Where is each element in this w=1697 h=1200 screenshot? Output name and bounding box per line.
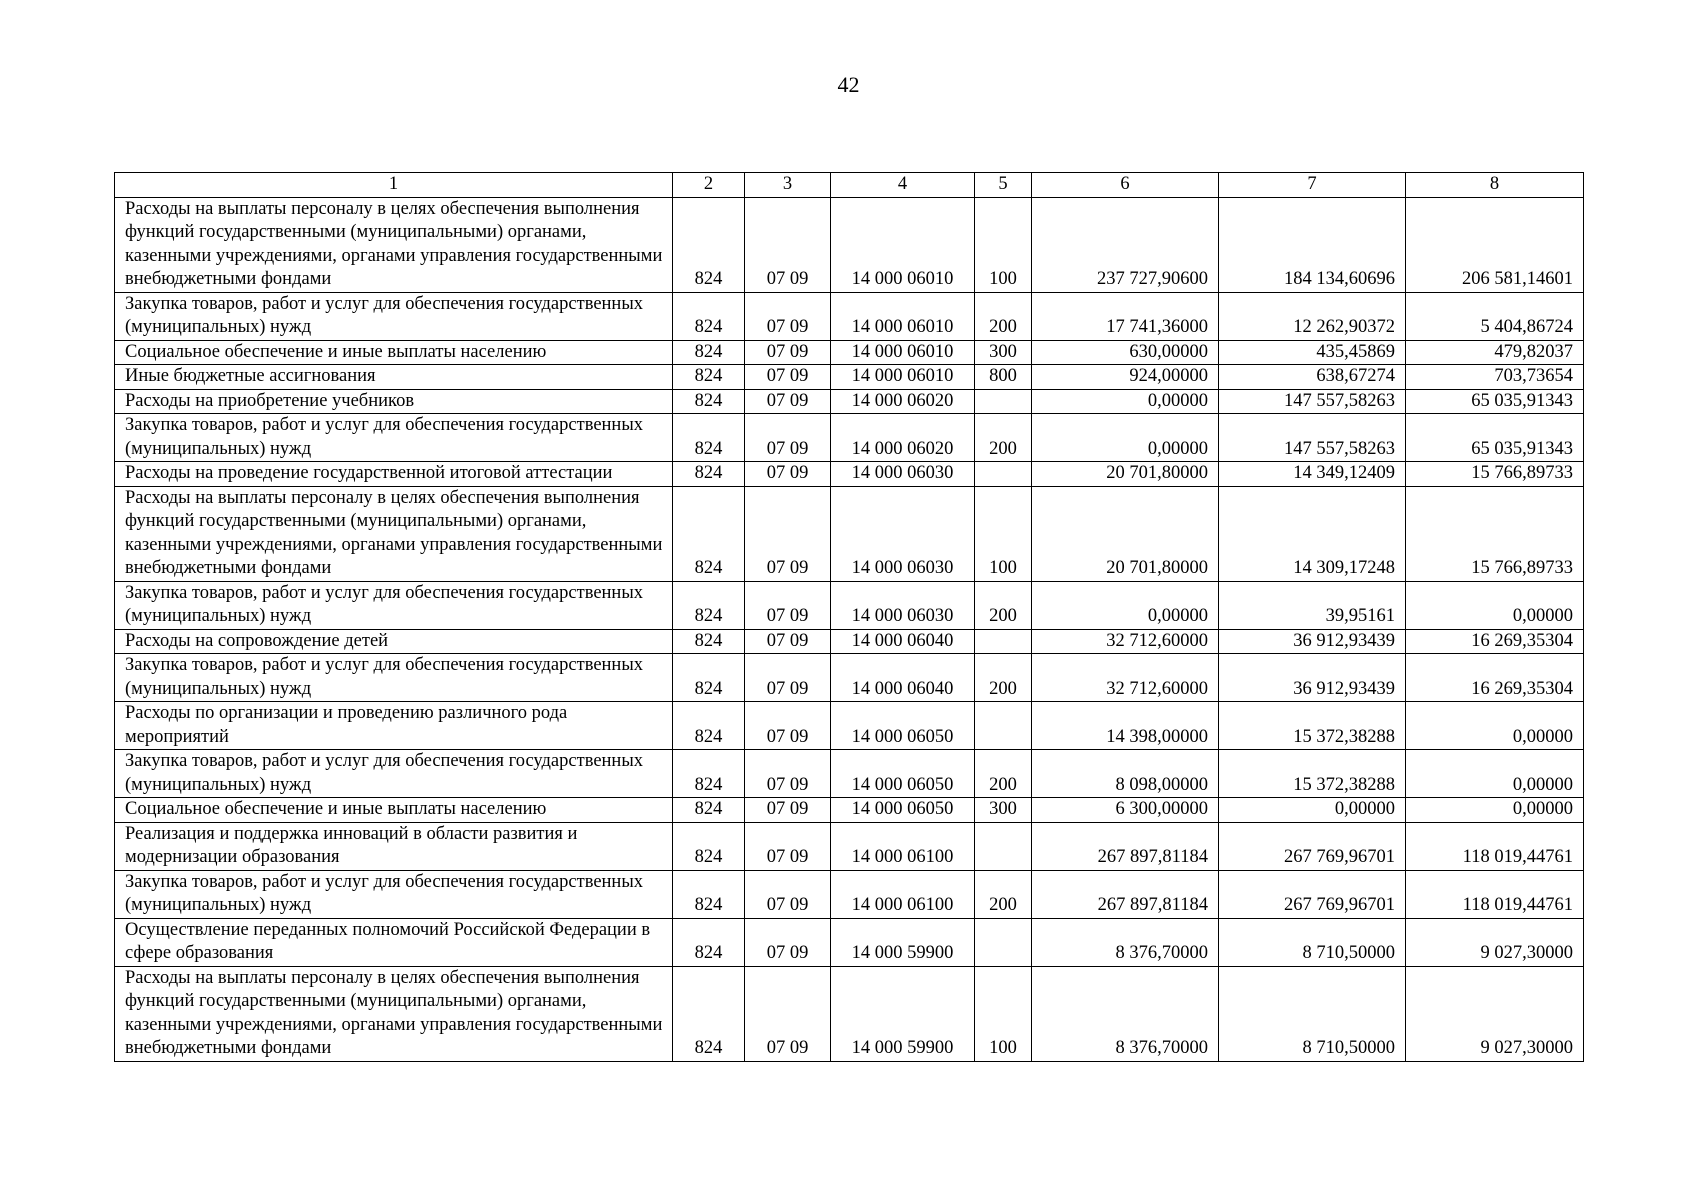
table-row <box>115 197 1584 292</box>
row-amount-3-cell: 16 269,35304 <box>1406 654 1584 702</box>
row-amount-3-cell: 16 269,35304 <box>1406 629 1584 654</box>
row-name-cell: Реализация и поддержка инноваций в области развития и модернизации образования <box>115 822 673 870</box>
row-amount-2-cell: 147 557,58263 <box>1219 414 1406 462</box>
row-target-article-cell: 14 000 06010 <box>831 197 975 292</box>
row-section-cell: 07 09 <box>745 702 831 750</box>
table-row <box>115 654 1584 702</box>
row-expense-type-cell <box>975 462 1032 487</box>
row-section-cell: 07 09 <box>745 486 831 581</box>
row-target-article-cell: 14 000 06010 <box>831 365 975 390</box>
row-amount-1-cell: 20 701,80000 <box>1032 486 1219 581</box>
row-target-article-cell: 14 000 06050 <box>831 702 975 750</box>
row-target-article-cell: 14 000 06040 <box>831 654 975 702</box>
row-target-article-cell: 14 000 06050 <box>831 798 975 823</box>
row-amount-3-cell: 5 404,86724 <box>1406 292 1584 340</box>
row-name-cell: Закупка товаров, работ и услуг для обеспечения государственных (муниципальных) нужд <box>115 750 673 798</box>
header-cell-2: 2 <box>673 173 745 198</box>
row-amount-3-cell: 0,00000 <box>1406 581 1584 629</box>
row-ved-cell: 824 <box>673 486 745 581</box>
row-amount-3-cell: 15 766,89733 <box>1406 462 1584 487</box>
row-ved-cell: 824 <box>673 365 745 390</box>
row-name-cell: Социальное обеспечение и иные выплаты населению <box>115 340 673 365</box>
row-ved-cell: 824 <box>673 197 745 292</box>
row-amount-1-cell: 6 300,00000 <box>1032 798 1219 823</box>
row-expense-type-cell <box>975 822 1032 870</box>
row-target-article-cell: 14 000 06100 <box>831 822 975 870</box>
row-amount-2-cell: 15 372,38288 <box>1219 750 1406 798</box>
row-name-cell: Расходы по организации и проведению различного рода мероприятий <box>115 702 673 750</box>
row-amount-3-cell: 65 035,91343 <box>1406 389 1584 414</box>
row-target-article-cell: 14 000 06020 <box>831 414 975 462</box>
row-name-cell: Закупка товаров, работ и услуг для обеспечения государственных (муниципальных) нужд <box>115 414 673 462</box>
row-amount-1-cell: 0,00000 <box>1032 414 1219 462</box>
table-header-row <box>115 173 1584 198</box>
row-name-cell: Расходы на сопровождение детей <box>115 629 673 654</box>
row-ved-cell: 824 <box>673 629 745 654</box>
row-amount-2-cell: 14 309,17248 <box>1219 486 1406 581</box>
row-ved-cell: 824 <box>673 340 745 365</box>
budget-table <box>114 172 1584 1062</box>
table-row <box>115 462 1584 487</box>
table-row <box>115 822 1584 870</box>
row-section-cell: 07 09 <box>745 462 831 487</box>
row-amount-2-cell: 184 134,60696 <box>1219 197 1406 292</box>
row-ved-cell: 824 <box>673 966 745 1061</box>
row-amount-3-cell: 65 035,91343 <box>1406 414 1584 462</box>
row-target-article-cell: 14 000 59900 <box>831 966 975 1061</box>
row-amount-1-cell: 924,00000 <box>1032 365 1219 390</box>
table-row <box>115 918 1584 966</box>
row-ved-cell: 824 <box>673 798 745 823</box>
row-name-cell: Расходы на выплаты персоналу в целях обеспечения выполнения функций государственными (муниципальными) органами, казенными учреждениями, органами управления государственными внебюджетными фондами <box>115 966 673 1061</box>
row-target-article-cell: 14 000 06050 <box>831 750 975 798</box>
row-section-cell: 07 09 <box>745 966 831 1061</box>
row-amount-3-cell: 0,00000 <box>1406 798 1584 823</box>
row-amount-1-cell: 8 376,70000 <box>1032 966 1219 1061</box>
row-expense-type-cell: 300 <box>975 798 1032 823</box>
row-amount-1-cell: 14 398,00000 <box>1032 702 1219 750</box>
row-amount-1-cell: 32 712,60000 <box>1032 654 1219 702</box>
row-name-cell: Закупка товаров, работ и услуг для обеспечения государственных (муниципальных) нужд <box>115 292 673 340</box>
row-name-cell: Иные бюджетные ассигнования <box>115 365 673 390</box>
row-amount-1-cell: 237 727,90600 <box>1032 197 1219 292</box>
row-target-article-cell: 14 000 06100 <box>831 870 975 918</box>
row-ved-cell: 824 <box>673 462 745 487</box>
row-expense-type-cell: 200 <box>975 414 1032 462</box>
row-amount-2-cell: 39,95161 <box>1219 581 1406 629</box>
row-amount-1-cell: 267 897,81184 <box>1032 822 1219 870</box>
header-cell-6: 6 <box>1032 173 1219 198</box>
row-amount-1-cell: 20 701,80000 <box>1032 462 1219 487</box>
row-target-article-cell: 14 000 06030 <box>831 581 975 629</box>
row-target-article-cell: 14 000 06030 <box>831 462 975 487</box>
row-expense-type-cell: 100 <box>975 197 1032 292</box>
row-ved-cell: 824 <box>673 414 745 462</box>
row-amount-3-cell: 9 027,30000 <box>1406 966 1584 1061</box>
row-amount-1-cell: 0,00000 <box>1032 389 1219 414</box>
row-amount-3-cell: 9 027,30000 <box>1406 918 1584 966</box>
table-row <box>115 702 1584 750</box>
row-section-cell: 07 09 <box>745 389 831 414</box>
row-expense-type-cell <box>975 702 1032 750</box>
row-amount-3-cell: 118 019,44761 <box>1406 822 1584 870</box>
row-section-cell: 07 09 <box>745 822 831 870</box>
row-expense-type-cell <box>975 389 1032 414</box>
table-row <box>115 365 1584 390</box>
row-ved-cell: 824 <box>673 581 745 629</box>
row-amount-2-cell: 638,67274 <box>1219 365 1406 390</box>
row-expense-type-cell <box>975 918 1032 966</box>
row-amount-3-cell: 15 766,89733 <box>1406 486 1584 581</box>
row-expense-type-cell: 300 <box>975 340 1032 365</box>
row-amount-2-cell: 0,00000 <box>1219 798 1406 823</box>
row-name-cell: Закупка товаров, работ и услуг для обеспечения государственных (муниципальных) нужд <box>115 654 673 702</box>
row-ved-cell: 824 <box>673 750 745 798</box>
row-amount-3-cell: 0,00000 <box>1406 750 1584 798</box>
row-name-cell: Осуществление переданных полномочий Российской Федерации в сфере образования <box>115 918 673 966</box>
row-expense-type-cell: 200 <box>975 654 1032 702</box>
row-amount-2-cell: 36 912,93439 <box>1219 654 1406 702</box>
header-cell-7: 7 <box>1219 173 1406 198</box>
row-amount-1-cell: 267 897,81184 <box>1032 870 1219 918</box>
row-amount-1-cell: 630,00000 <box>1032 340 1219 365</box>
row-expense-type-cell <box>975 629 1032 654</box>
table-row <box>115 750 1584 798</box>
row-section-cell: 07 09 <box>745 750 831 798</box>
row-amount-3-cell: 703,73654 <box>1406 365 1584 390</box>
row-name-cell: Социальное обеспечение и иные выплаты населению <box>115 798 673 823</box>
row-amount-2-cell: 435,45869 <box>1219 340 1406 365</box>
row-amount-2-cell: 8 710,50000 <box>1219 918 1406 966</box>
header-cell-1: 1 <box>115 173 673 198</box>
header-cell-8: 8 <box>1406 173 1584 198</box>
header-cell-3: 3 <box>745 173 831 198</box>
row-amount-2-cell: 36 912,93439 <box>1219 629 1406 654</box>
row-section-cell: 07 09 <box>745 414 831 462</box>
row-section-cell: 07 09 <box>745 581 831 629</box>
table-row <box>115 966 1584 1061</box>
row-amount-2-cell: 267 769,96701 <box>1219 870 1406 918</box>
row-expense-type-cell: 100 <box>975 966 1032 1061</box>
row-name-cell: Расходы на приобретение учебников <box>115 389 673 414</box>
header-cell-4: 4 <box>831 173 975 198</box>
row-amount-3-cell: 479,82037 <box>1406 340 1584 365</box>
row-amount-1-cell: 0,00000 <box>1032 581 1219 629</box>
row-name-cell: Закупка товаров, работ и услуг для обеспечения государственных (муниципальных) нужд <box>115 581 673 629</box>
row-section-cell: 07 09 <box>745 918 831 966</box>
row-amount-2-cell: 15 372,38288 <box>1219 702 1406 750</box>
row-amount-1-cell: 32 712,60000 <box>1032 629 1219 654</box>
row-name-cell: Закупка товаров, работ и услуг для обеспечения государственных (муниципальных) нужд <box>115 870 673 918</box>
row-expense-type-cell: 200 <box>975 750 1032 798</box>
row-amount-1-cell: 17 741,36000 <box>1032 292 1219 340</box>
row-target-article-cell: 14 000 59900 <box>831 918 975 966</box>
row-expense-type-cell: 200 <box>975 292 1032 340</box>
row-ved-cell: 824 <box>673 918 745 966</box>
row-ved-cell: 824 <box>673 822 745 870</box>
row-name-cell: Расходы на выплаты персоналу в целях обеспечения выполнения функций государственными (муниципальными) органами, казенными учреждениями, органами управления государственными внебюджетными фондами <box>115 197 673 292</box>
header-cell-5: 5 <box>975 173 1032 198</box>
table-row <box>115 798 1584 823</box>
row-section-cell: 07 09 <box>745 798 831 823</box>
row-section-cell: 07 09 <box>745 870 831 918</box>
row-name-cell: Расходы на проведение государственной итоговой аттестации <box>115 462 673 487</box>
row-amount-2-cell: 267 769,96701 <box>1219 822 1406 870</box>
row-ved-cell: 824 <box>673 702 745 750</box>
row-section-cell: 07 09 <box>745 340 831 365</box>
row-amount-3-cell: 206 581,14601 <box>1406 197 1584 292</box>
row-ved-cell: 824 <box>673 654 745 702</box>
table-row <box>115 414 1584 462</box>
row-target-article-cell: 14 000 06020 <box>831 389 975 414</box>
table-row <box>115 340 1584 365</box>
row-section-cell: 07 09 <box>745 365 831 390</box>
row-target-article-cell: 14 000 06040 <box>831 629 975 654</box>
row-amount-2-cell: 147 557,58263 <box>1219 389 1406 414</box>
row-expense-type-cell: 800 <box>975 365 1032 390</box>
row-ved-cell: 824 <box>673 389 745 414</box>
table-row <box>115 629 1584 654</box>
row-section-cell: 07 09 <box>745 654 831 702</box>
row-amount-3-cell: 0,00000 <box>1406 702 1584 750</box>
row-amount-1-cell: 8 376,70000 <box>1032 918 1219 966</box>
row-target-article-cell: 14 000 06010 <box>831 292 975 340</box>
row-expense-type-cell: 200 <box>975 870 1032 918</box>
row-amount-2-cell: 8 710,50000 <box>1219 966 1406 1061</box>
row-amount-3-cell: 118 019,44761 <box>1406 870 1584 918</box>
row-ved-cell: 824 <box>673 292 745 340</box>
row-amount-2-cell: 14 349,12409 <box>1219 462 1406 487</box>
table-row <box>115 870 1584 918</box>
row-section-cell: 07 09 <box>745 292 831 340</box>
row-target-article-cell: 14 000 06010 <box>831 340 975 365</box>
table-row <box>115 486 1584 581</box>
table-row <box>115 581 1584 629</box>
row-expense-type-cell: 200 <box>975 581 1032 629</box>
row-expense-type-cell: 100 <box>975 486 1032 581</box>
table-row <box>115 389 1584 414</box>
row-ved-cell: 824 <box>673 870 745 918</box>
row-name-cell: Расходы на выплаты персоналу в целях обеспечения выполнения функций государственными (муниципальными) органами, казенными учреждениями, органами управления государственными внебюджетными фондами <box>115 486 673 581</box>
row-amount-1-cell: 8 098,00000 <box>1032 750 1219 798</box>
row-section-cell: 07 09 <box>745 629 831 654</box>
page-number: 42 <box>837 72 860 97</box>
row-target-article-cell: 14 000 06030 <box>831 486 975 581</box>
table-row <box>115 292 1584 340</box>
row-amount-2-cell: 12 262,90372 <box>1219 292 1406 340</box>
row-section-cell: 07 09 <box>745 197 831 292</box>
